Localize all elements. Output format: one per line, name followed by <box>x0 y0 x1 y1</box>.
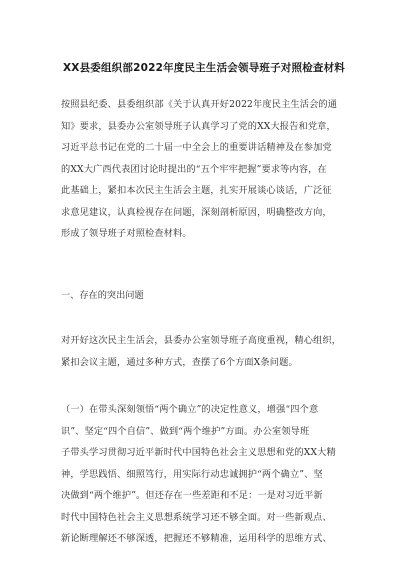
paragraph-line: 求意见建议，认真检视存在问题，深刻剖析原因，明确整改方向， <box>61 206 332 218</box>
paragraph-line: 按照县纪委、县委组织部《关于认真开好2022年度民主生活会的通 <box>61 99 338 110</box>
paragraph-line: 识”、坚定“四个自信”、做到“两个维护”方面。办公室领导班 <box>61 425 310 437</box>
paragraph-line: 形成了领导班子对照检查材料。 <box>61 228 192 239</box>
section1-paragraph <box>61 330 361 373</box>
paragraph-line: （一）在带头深刻领悟“两个确立”的决定性意义，增强“四个意 <box>61 404 319 415</box>
paragraph-line: 习近平总书记在党的二十届一中全会上的重要讲话精神及在参加党 <box>61 142 332 153</box>
section-heading: 一、存在的突出问题 <box>61 290 144 301</box>
paragraph-line: 的XX大广西代表团讨论时提出的“五个牢牢把握”要求等内容，在 <box>61 163 327 175</box>
paragraph-line: 决做到“两个维护”。但还存在一些差距和不足：一是对习近平新 <box>61 490 323 501</box>
paragraph-line: 紧扣会议主题，通过多种方式，查摆了6个方面X条问题。 <box>61 356 298 368</box>
paragraph-line: 新论断理解还不够深透，把握还不够精准，运用科学的思维方式、 <box>61 533 332 544</box>
paragraph-line: 子带头学习贯彻习近平新时代中国特色社会主义思想和党的XX大精 <box>61 447 336 458</box>
paragraph-line: 对开好这次民主生活会，县委办公室领导班子高度重视，精心组织， <box>61 335 342 346</box>
paragraph-line: 知》要求，县委办公室领导班子认真学习了党的XX大报告和党章， <box>61 120 336 132</box>
paragraph-line: 时代中国特色社会主义思想系统学习还不够全面。对一些新观点、 <box>61 511 332 523</box>
document-title: XX县委组织部2022年度民主生活会领导班子对照检查材料 <box>62 62 345 74</box>
paragraph-line: 神，学思践悟、细照笃行，用实际行动忠诚拥护“两个确立”、坚 <box>61 468 323 480</box>
paragraph-line: 此基础上，紧扣本次民主生活会主题，扎实开展谈心谈话，广泛征 <box>61 185 332 196</box>
item1-paragraph <box>61 399 361 550</box>
intro-paragraph <box>61 94 361 245</box>
